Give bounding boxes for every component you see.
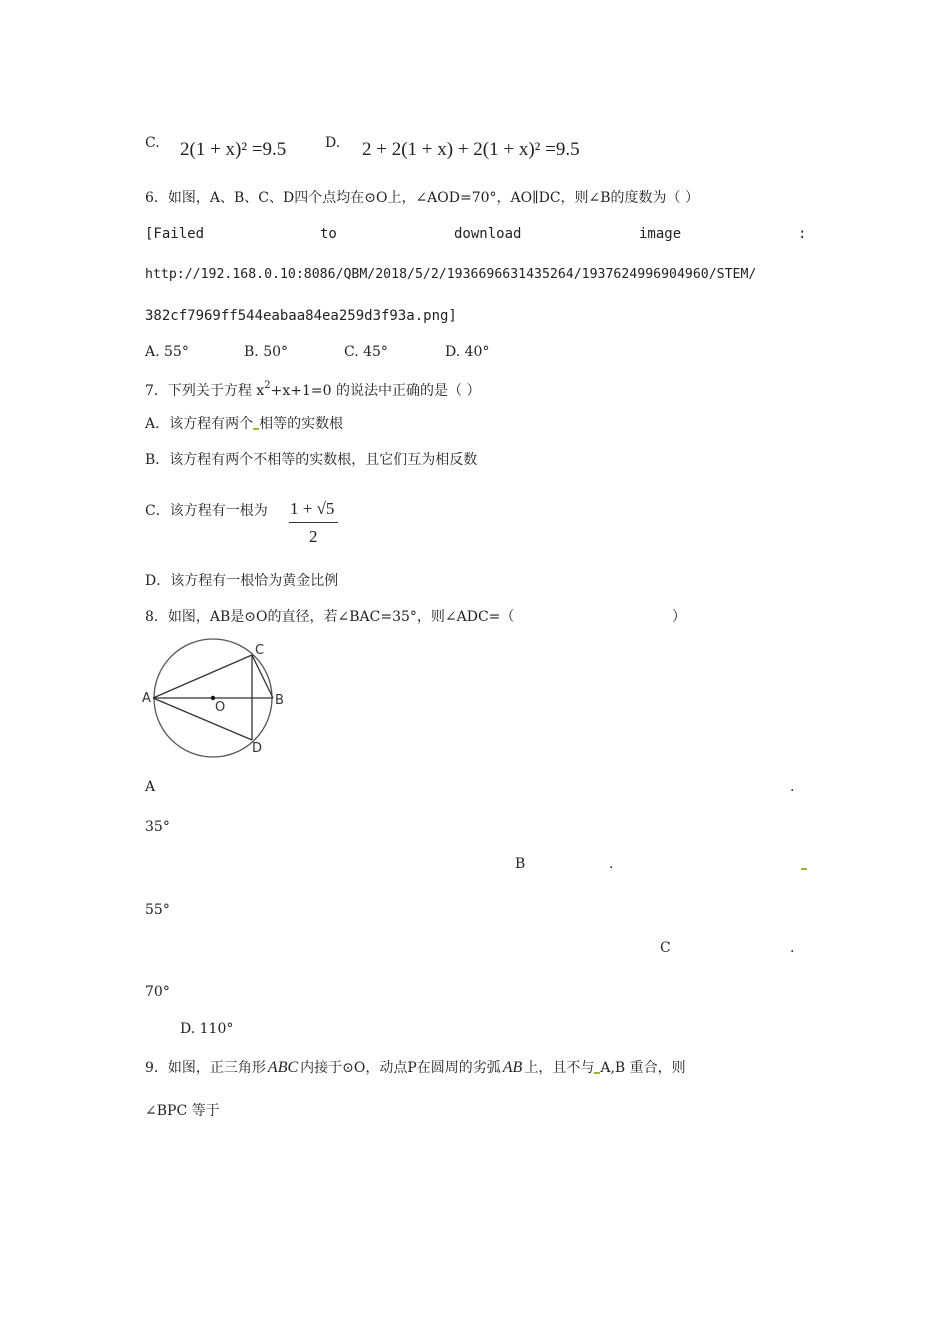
chord-cb bbox=[252, 655, 273, 698]
failed-image-filename: 382cf7969ff544eabaa84ea259d3f93a.png] bbox=[145, 308, 457, 324]
q7-option-b: B．该方程有两个不相等的实数根，且它们互为相反数 bbox=[145, 452, 478, 468]
q8-stem-close: ） bbox=[672, 609, 686, 625]
q6-stem: 6．如图，A、B、C、D四个点均在⊙O上，∠AOD=70°，AO∥DC，则∠B的度数为（ ） bbox=[145, 190, 699, 206]
q8-option-b-label: B bbox=[515, 856, 526, 872]
q7-option-d: D．该方程有一根恰为黄金比例 bbox=[145, 573, 339, 589]
q7-option-a bbox=[145, 417, 343, 431]
failed-image-word-4: image bbox=[639, 226, 682, 242]
edit-mark bbox=[801, 868, 807, 870]
label-b: B bbox=[275, 693, 284, 708]
q6-option-c: C. 45° bbox=[344, 344, 388, 360]
q6-option-b: B. 50° bbox=[244, 344, 289, 360]
chord-ac bbox=[153, 655, 252, 698]
fraction-bar bbox=[289, 522, 338, 523]
q9-stem-part-2: 内接于⊙O，动点P在圆周的劣弧 bbox=[300, 1060, 501, 1076]
q8-option-c-value: 70° bbox=[145, 984, 170, 1000]
q7-stem-exponent: 2 bbox=[264, 380, 271, 391]
q8-option-a-dot: . bbox=[790, 779, 795, 795]
q7-option-c: C．该方程有一根为 bbox=[145, 503, 268, 519]
chord-ad bbox=[153, 698, 252, 740]
q9-stem-part-4: A,B 重合，则 bbox=[600, 1060, 686, 1076]
q9-stem-part-1: 9．如图，正三角形 bbox=[145, 1060, 266, 1076]
q8-option-a-value: 35° bbox=[145, 819, 170, 835]
q7-option-a-text-2: 相等的实数根 bbox=[259, 416, 344, 432]
failed-image-word-2: to bbox=[320, 226, 337, 242]
q8-option-c-label: C bbox=[660, 940, 671, 956]
arc-ab: AB bbox=[502, 1059, 523, 1076]
failed-image-word-5: : bbox=[798, 226, 807, 242]
q7-stem-prefix: 7．下列关于方程 x bbox=[145, 383, 265, 399]
label-a: A bbox=[142, 691, 151, 706]
q7-stem-suffix: +x+1=0 的说法中正确的是（ ） bbox=[270, 383, 481, 399]
q7-stem bbox=[145, 381, 480, 398]
q8-option-b-dot: . bbox=[609, 856, 614, 872]
q5-option-c-label: C. bbox=[145, 135, 160, 151]
q5-option-d-label: D. bbox=[325, 135, 341, 151]
q7-option-c-numerator: 1 + √5 bbox=[290, 499, 335, 518]
circle-diagram bbox=[140, 638, 300, 758]
q5-option-d-expression: 2 + 2(1 + x) + 2(1 + x)² =9.5 bbox=[362, 139, 580, 160]
q8-option-a-label: A bbox=[145, 779, 156, 795]
label-o: O bbox=[215, 700, 226, 715]
q9-stem-line-1 bbox=[145, 1060, 686, 1076]
label-c: C bbox=[255, 643, 265, 658]
q7-option-a-text-1: A．该方程有两个 bbox=[145, 416, 254, 432]
q5-option-c-expression: 2(1 + x)² =9.5 bbox=[180, 139, 287, 160]
failed-image-word-1: [Failed bbox=[145, 226, 205, 242]
q9-stem-line-2: ∠BPC 等于 bbox=[145, 1103, 220, 1119]
q9-stem-part-3: 上，且不与 bbox=[524, 1060, 595, 1076]
q8-option-d: D. 110° bbox=[180, 1021, 234, 1037]
failed-image-url: http://192.168.0.10:8086/QBM/2018/5/2/1936696631435264/1937624996904960/STEM/ bbox=[145, 267, 757, 282]
q8-option-b-value: 55° bbox=[145, 902, 170, 918]
q6-option-d: D. 40° bbox=[445, 344, 490, 360]
q8-stem: 8．如图，AB是⊙O的直径，若∠BAC=35°，则∠ADC=（ bbox=[145, 609, 515, 625]
q7-option-c-denominator: 2 bbox=[309, 527, 318, 546]
q6-option-a: A. 55° bbox=[145, 344, 189, 360]
failed-image-word-3: download bbox=[454, 226, 522, 242]
triangle-abc: ABC bbox=[267, 1059, 299, 1076]
q8-option-c-dot: . bbox=[790, 940, 795, 956]
label-d: D bbox=[252, 741, 263, 756]
